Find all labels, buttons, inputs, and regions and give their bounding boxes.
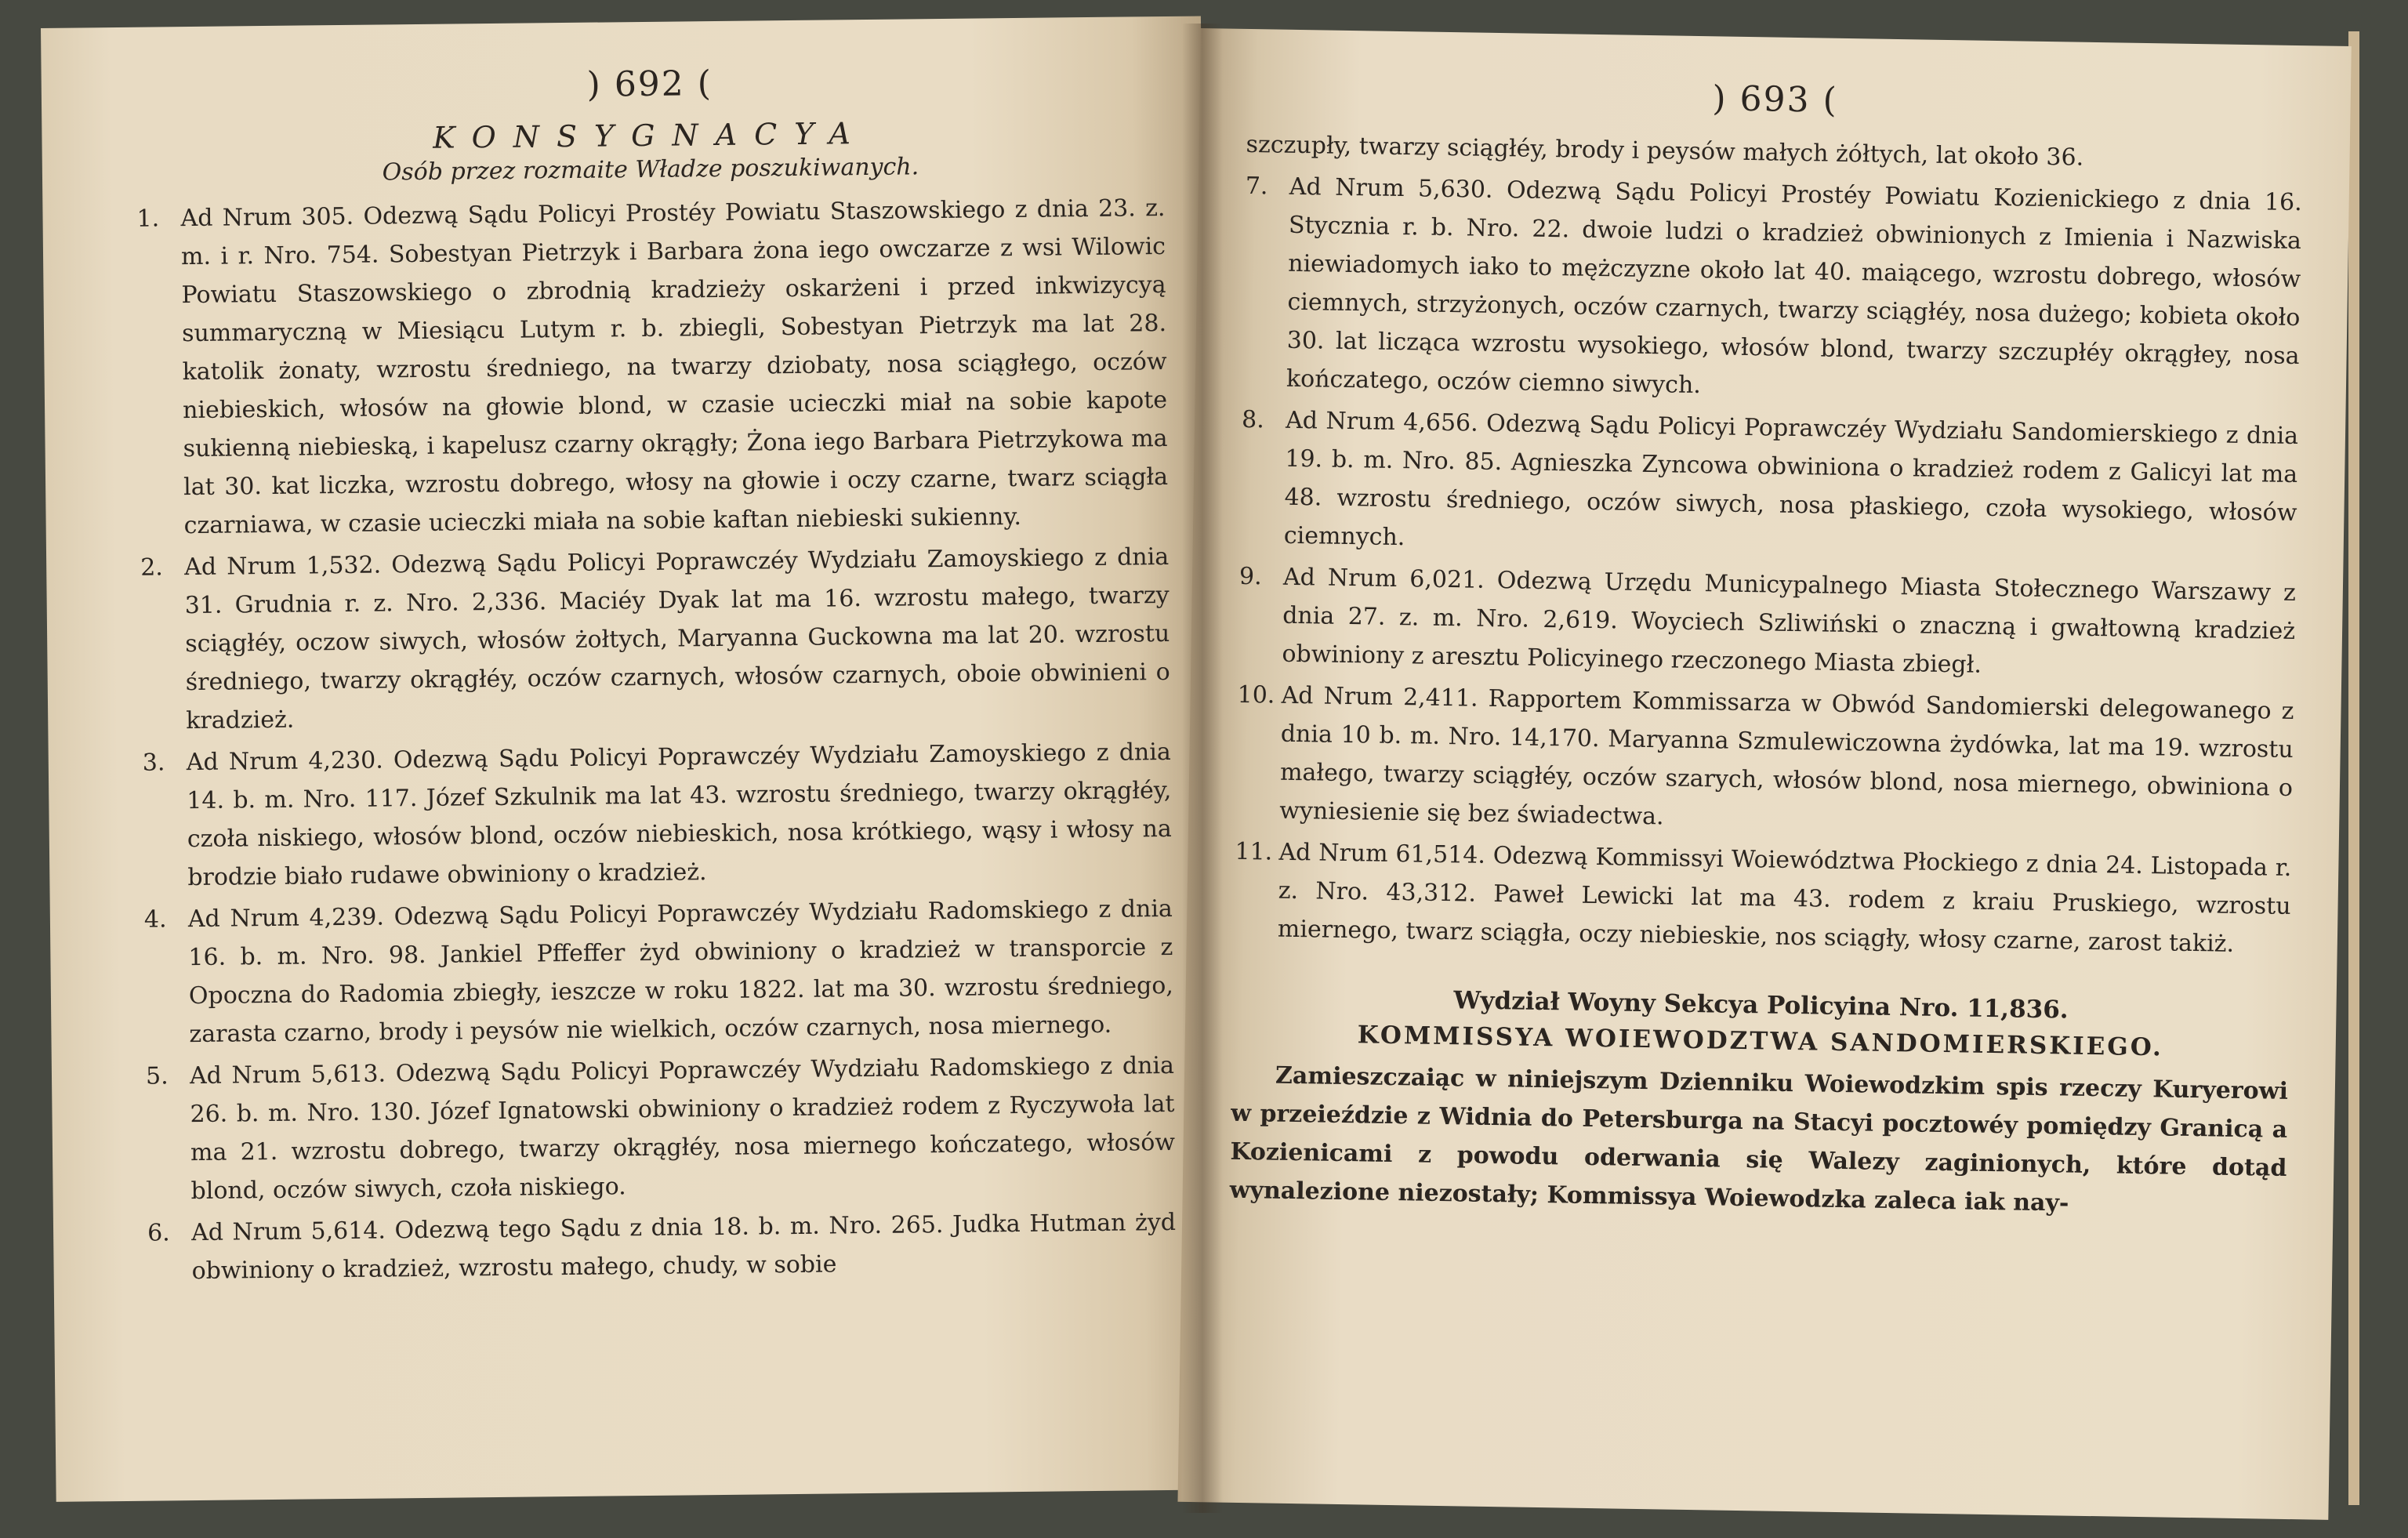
entry-number: 6.: [147, 1219, 170, 1247]
entry-number: 9.: [1238, 562, 1262, 591]
entry-number: 1.: [136, 205, 160, 233]
entry-text: Ad Nrum 6,021. Odezwą Urzędu Municypalnego Miasta Stołecznego Warszawy z dnia 27. z. m. Nro. 2,619. Woyciech Szliwiński o znaczną i gwałtowną kradzież obwiniony z aresztu Policyinego rzeczonego Miasta zbiegł.: [1282, 563, 2297, 679]
department-line: Wydział Woyny Sekcya Policyina Nro. 11,836.: [1453, 986, 2069, 1025]
entry-number: 2.: [140, 553, 164, 582]
entry-number: 8.: [1241, 405, 1265, 434]
entry-number: 3.: [142, 749, 165, 777]
entry-4: [144, 890, 1174, 1054]
document-subheading: Osób przez rozmaite Władze poszukiwanych.: [382, 153, 919, 187]
entry-11: [1234, 832, 2292, 964]
left-page: [41, 16, 1217, 1502]
entry-text: Ad Nrum 4,230. Odezwą Sądu Policyi Poprawczéy Wydziału Zamoyskiego z dnia 14. b. m. Nro. 117. Józef Szkulnik ma lat 43. wzrostu średniego, twarzy okrągłéy, czoła niskiego, włosów blond, oczów niebieskich, nosa krótkiego, wąsy i włosy na brodzie biało rudawe obwiniony o kradzież.: [186, 738, 1172, 892]
page-number-right: ) 693 (: [1712, 78, 1839, 121]
document-heading: KONSYGNACYA: [432, 115, 868, 155]
entry-number: 10.: [1237, 680, 1275, 709]
entry-text: Ad Nrum 4,656. Odezwą Sądu Policyi Poprawczéy Wydziału Sandomierskiego z dnia 19. b. m. Nro. 85. Agnieszka Zyncowa obwiniona o kradzież rodem z Galicyi lat ma 48. wzrostu średniego, oczów siwych, nosa płaskiego, czoła wysokiego, włosów ciemnych.: [1283, 406, 2299, 552]
entry-text: Ad Nrum 1,532. Odezwą Sądu Policyi Poprawczéy Wydziału Zamoyskiego z dnia 31. Grudnia r. z. Nro. 2,336. Maciéy Dyak lat ma 16. wzrostu małego, twarzy sciągłéy, oczow siwych, włosów żołtych, Maryanna Guckowna ma lat 20. wzrostu średniego, twarzy okrągłéy, oczów czarnych, włosów czarnych, oboie obwinieni o kradzież.: [184, 542, 1170, 735]
entry-number: 7.: [1245, 172, 1268, 201]
entry-8: [1239, 401, 2298, 571]
entry-text: Ad Nrum 61,514. Odezwą Kommissyi Woiewództwa Płockiego z dnia 24. Listopada r. z. Nro. 43,312. Paweł Lewicki lat ma 43. rodem z kraiu Pruskiego, wzrostu miernego, twarz sciągła, oczy niebieskie, nos sciągły, włosy czarne, zarost takiż.: [1277, 838, 2292, 958]
book-spine: [1182, 24, 1223, 1513]
commission-notice: Zamieszczaiąc w niniejszym Dzienniku Woiewodzkim spis rzeczy Kuryerowi w przeieździe z Widnia do Petersburga na Stacyi pocztowéy pomiędzy Granicą a Kozienicami z powodu oderwania się Walezy zaginionych, które dotąd wynalezione niezostały; Kommissya Woiewodzka zaleca iak nay-: [1229, 1061, 2289, 1217]
entry-1: [136, 189, 1169, 546]
entry-text: Ad Nrum 5,630. Odezwą Sądu Policyi Prostéy Powiatu Kozienickiego z dnia 16. Stycznia r. b. Nro. 22. dwoie ludzi o kradzież obwinionych z Imienia i Nazwiska niewiadomych iako to mężczyzne około lat 40. maiącego, wzrostu dobrego, włosów ciemnych, strzyżonych, oczów czarnych, twarzy sciągłéy, nosa dużego; kobieta około 30. lat licząca wzrostu wysokiego, włosów blond, twarzy szczupłéy okrągłey, nosa kończatego, oczów ciemno siwych.: [1286, 172, 2302, 400]
entry-text: Ad Nrum 5,614. Odezwą tego Sądu z dnia 18. b. m. Nro. 265. Judka Hutman żyd obwiniony o kradzież, wzrostu małego, chudy, w sobie: [190, 1208, 1177, 1286]
entry-text: Ad Nrum 305. Odezwą Sądu Policyi Prostéy Powiatu Staszowskiego z dnia 23. z. m. i r. Nro. 754. Sobestyan Pietrzyk i Barbara żona iego owczarze z wsi Wilowic Powiatu Staszowskiego o zbrodnią kradzieży oskarżeni i przed inkwizycyą summaryczną w Miesiącu Lutym r. b. zbiegli, Sobestyan Pietrzyk ma lat 28. katolik żonaty, wzrostu średniego, na twarzy dziobaty, nosa sciągłego, oczów niebieskich, włosów na głowie blond, w czasie ucieczki miał na sobie kapote sukienną niebieską, i kapelusz czarny okrągły; Żona iego Barbara Pietrzykowa ma lat 30. kat liczka, wzrostu dobrego, włosy na głowie i oczy czarne, twarz sciągła czarniawa, w czasie ucieczki miała na sobie kaftan niebieski sukienny.: [180, 194, 1169, 540]
entry-number: 4.: [143, 905, 167, 934]
entry-3: [143, 733, 1173, 898]
entry-10: [1235, 676, 2294, 846]
entry-9: [1238, 557, 2296, 689]
entry-5: [146, 1046, 1176, 1211]
entry-number: 5.: [145, 1062, 169, 1090]
entry-2: [140, 538, 1170, 741]
entry-text: Ad Nrum 4,239. Odezwą Sądu Policyi Poprawczéy Wydziału Radomskiego z dnia 16. b. m. Nro. 98. Jankiel Pffeffer żyd obwiniony o kradzież w transporcie z Opoczna do Radomia zbiegły, ieszcze w roku 1822. lat ma 30. wzrostu średniego, zarasta czarno, brody i peysów nie wielkich, oczów czarnych, nosa miernego.: [187, 894, 1174, 1049]
page-number-left: ) 692 (: [586, 63, 713, 105]
entry-7: [1242, 167, 2302, 414]
entry-text: Ad Nrum 5,613. Odezwą Sądu Policyi Poprawczéy Wydziału Radomskiego z dnia 26. b. m. Nro. 130. Józef Ignatowski obwiniony o kradzież rodem z Ryczywoła lat ma 21. wzrostu dobrego, twarzy okrągłéy, nosa miernego kończatego, włosów blond, oczów siwych, czoła niskiego.: [189, 1051, 1176, 1206]
right-page: [1177, 28, 2351, 1520]
entry-6: [147, 1203, 1177, 1291]
entry-text: Ad Nrum 2,411. Rapportem Kommissarza w Obwód Sandomierski delegowanego z dnia 10 b. m. Nro. 14,170. Maryanna Szmulewiczowna żydówka, lat ma 19. wzrostu małego, twarzy sciągłéy, oczów szarych, włosów blond, nosa miernego, obwiniona o wyniesienie się bez świadectwa.: [1279, 681, 2294, 831]
page-edge: [2348, 31, 2359, 1505]
entry-number: 11.: [1235, 837, 1273, 866]
commission-title: KOMMISSYA WOIEWODZTWA SANDOMIERSKIEGO.: [1357, 1021, 2164, 1062]
entry-6-continuation: szczupły, twarzy sciągłéy, brody i peysów małych żółtych, lat około 36.: [1246, 130, 2084, 172]
